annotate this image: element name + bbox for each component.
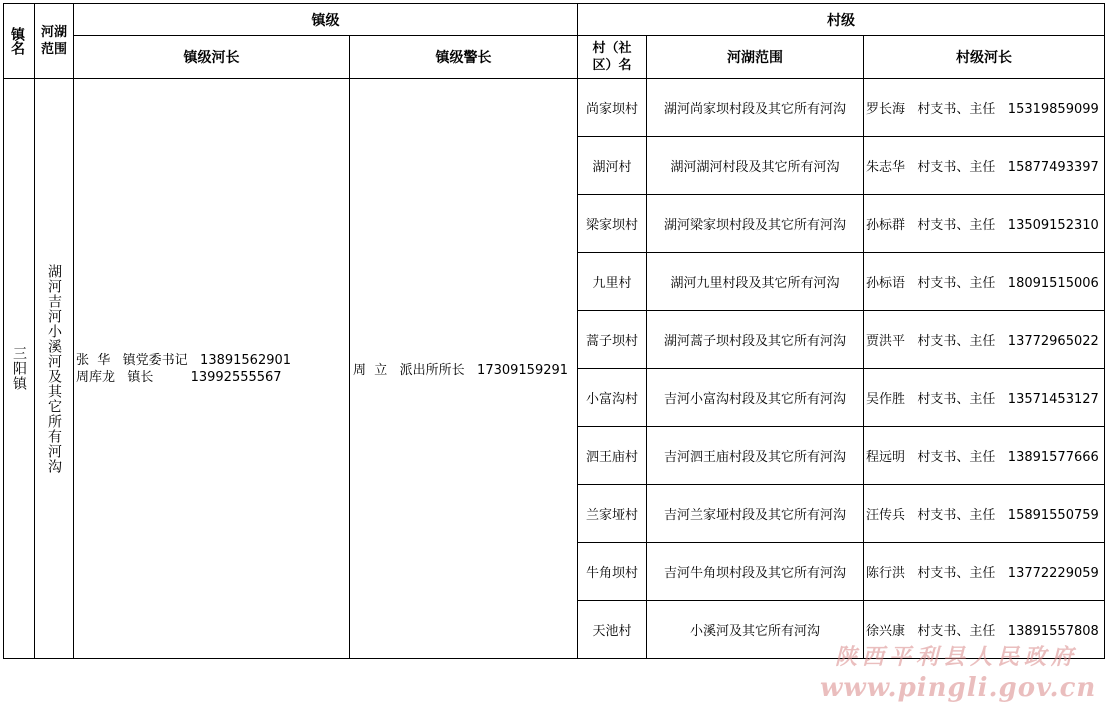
header-river-range: 河湖范围 <box>35 4 74 79</box>
village-chief: 孙标群 村支书、主任 13509152310 <box>864 195 1105 253</box>
town-range: 湖河吉河小溪河及其它所有河沟 <box>46 263 62 474</box>
watermark-url: www.pingli.gov.cn <box>820 673 1097 703</box>
town-chief-1: 张 华 镇党委书记 13891562901 <box>76 352 292 368</box>
village-chief: 徐兴康 村支书、主任 13891557808 <box>864 601 1105 659</box>
village-chief: 朱志华 村支书、主任 15877493397 <box>864 137 1105 195</box>
village-range: 吉河小富沟村段及其它所有河沟 <box>647 369 864 427</box>
village-name: 尚家坝村 <box>578 79 647 137</box>
village-name: 牛角坝村 <box>578 543 647 601</box>
village-chief: 陈行洪 村支书、主任 13772229059 <box>864 543 1105 601</box>
watermark-title: 陕西平利县人民政府 <box>835 644 1079 670</box>
village-name: 泗王庙村 <box>578 427 647 485</box>
town-police-cell <box>350 79 578 659</box>
village-chief: 孙标语 村支书、主任 18091515006 <box>864 253 1105 311</box>
town-name-cell <box>4 79 35 659</box>
town-police: 周 立 派出所所长 17309159291 <box>353 363 569 378</box>
village-range: 吉河泗王庙村段及其它所有河沟 <box>647 427 864 485</box>
village-range: 吉河兰家垭村段及其它所有河沟 <box>647 485 864 543</box>
header-town-chief: 镇级河长 <box>74 36 350 79</box>
header-village-name: 村（社区）名 <box>578 36 647 79</box>
town-chief-2: 周库龙 镇长 13992555567 <box>76 369 282 385</box>
village-range: 吉河牛角坝村段及其它所有河沟 <box>647 543 864 601</box>
village-chief: 汪传兵 村支书、主任 15891550759 <box>864 485 1105 543</box>
header-village-level: 村级 <box>578 4 1105 36</box>
header-village-range: 河湖范围 <box>647 36 864 79</box>
village-chief: 程远明 村支书、主任 13891577666 <box>864 427 1105 485</box>
village-range: 湖河蒿子坝村段及其它所有河沟 <box>647 311 864 369</box>
village-name: 梁家坝村 <box>578 195 647 253</box>
town-chief-cell <box>74 79 350 659</box>
river-chief-table <box>3 3 1105 659</box>
village-name: 九里村 <box>578 253 647 311</box>
village-chief: 贾洪平 村支书、主任 13772965022 <box>864 311 1105 369</box>
header-town-police: 镇级警长 <box>350 36 578 79</box>
town-name: 三阳镇 <box>11 346 27 391</box>
header-village-chief: 村级河长 <box>864 36 1105 79</box>
village-name: 小富沟村 <box>578 369 647 427</box>
village-name: 湖河村 <box>578 137 647 195</box>
village-range: 湖河九里村段及其它所有河沟 <box>647 253 864 311</box>
village-range: 湖河梁家坝村段及其它所有河沟 <box>647 195 864 253</box>
town-range-cell <box>35 79 74 659</box>
village-name: 蒿子坝村 <box>578 311 647 369</box>
header-town-level: 镇级 <box>74 4 578 36</box>
village-chief: 罗长海 村支书、主任 15319859099 <box>864 79 1105 137</box>
village-range: 湖河湖河村段及其它所有河沟 <box>647 137 864 195</box>
village-range: 湖河尚家坝村段及其它所有河沟 <box>647 79 864 137</box>
village-chief: 吴作胜 村支书、主任 13571453127 <box>864 369 1105 427</box>
village-range: 小溪河及其它所有河沟 <box>647 601 864 659</box>
village-name: 天池村 <box>578 601 647 659</box>
header-town-name: 镇名 <box>4 4 35 79</box>
village-name: 兰家垭村 <box>578 485 647 543</box>
